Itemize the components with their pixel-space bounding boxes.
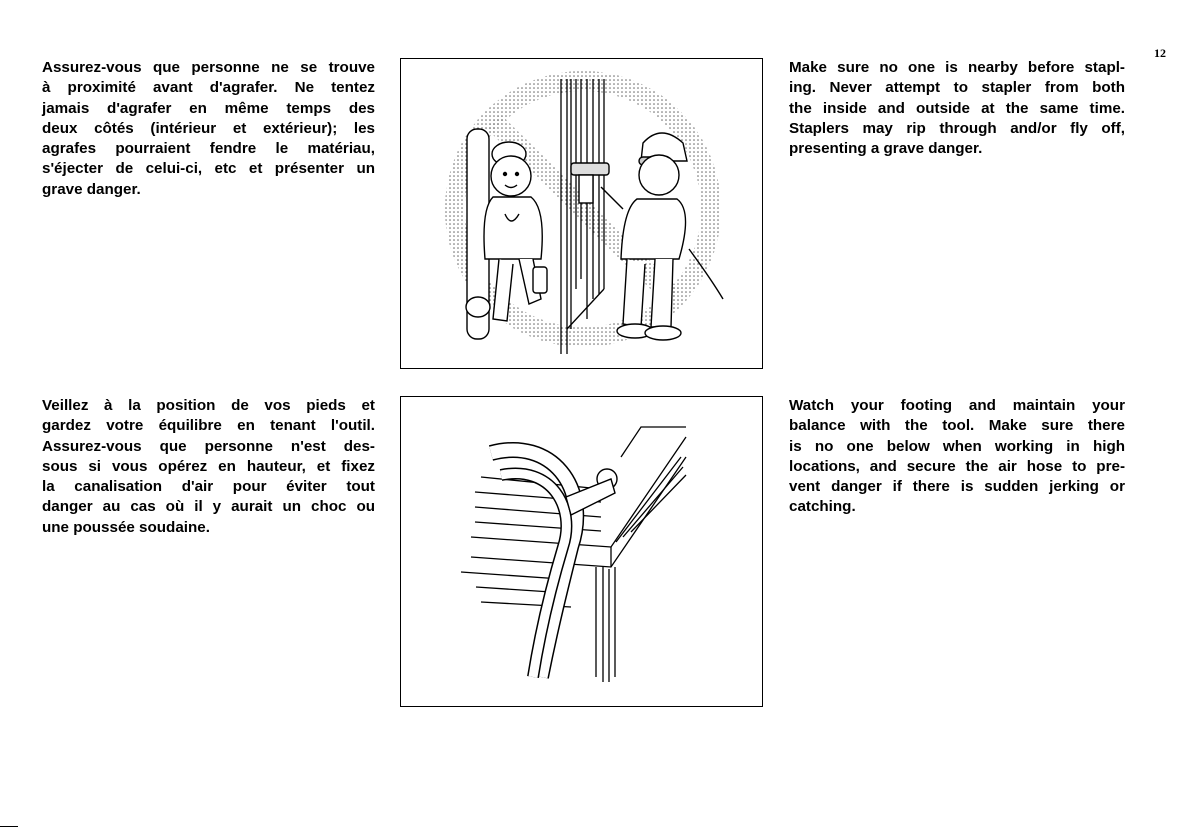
text-line: danger au cas où il y aurait un choc ou <box>42 498 375 516</box>
text-line: presenting a grave danger. <box>789 140 983 158</box>
french-warning-stapling <box>42 58 375 200</box>
text-line: s'éjecter de celui-ci, etc et présenter un <box>42 160 375 178</box>
text-line: Assurez-vous que personne n'est des- <box>42 437 375 455</box>
text-line: Staplers may rip through and/or fly off, <box>789 119 1125 137</box>
text-line: Veillez à la position de vos pieds et <box>42 397 375 414</box>
text-line: Make sure no one is nearby before stapl- <box>789 59 1125 76</box>
text-line: à proximité avant d'agrafer. Ne tentez <box>42 79 375 97</box>
text-line: la canalisation d'air pour éviter tout <box>42 478 375 496</box>
text-line: vent danger if there is sudden jerking or <box>789 478 1125 496</box>
text-line: Watch your footing and maintain your <box>789 397 1125 414</box>
text-line: une poussée soudaine. <box>42 518 210 536</box>
prohibited-stapling-both-sides-illustration <box>400 58 763 369</box>
text-line: jamais d'agrafer en même temps des <box>42 99 375 117</box>
air-hose-secured-to-beam-illustration <box>400 396 763 707</box>
text-line: gardez votre équilibre en tenant l'outil. <box>42 417 375 435</box>
french-warning-footing <box>42 396 375 538</box>
text-line: grave danger. <box>42 180 141 198</box>
text-line: balance with the tool. Make sure there <box>789 417 1125 435</box>
english-warning-stapling <box>789 58 1125 159</box>
air-hose-icon <box>491 450 617 677</box>
page-number: 12 <box>1154 46 1166 60</box>
text-line: is no one below when working in high <box>789 437 1125 455</box>
english-warning-footing <box>789 396 1125 518</box>
hose-beam-scene-svg <box>401 397 762 706</box>
text-line: agrafes pourraient fendre le matériau, <box>42 140 375 158</box>
text-line: locations, and secure the air hose to pre- <box>789 457 1125 475</box>
text-line: sous si vous opérez en hauteur, et fixez <box>42 457 375 475</box>
text-line: Assurez-vous que personne ne se trouve <box>42 59 375 76</box>
edge-mark <box>0 826 18 827</box>
text-line: catching. <box>789 498 856 516</box>
text-line: deux côtés (intérieur et extérieur); les <box>42 119 375 137</box>
no-symbol-scene-svg <box>401 59 762 368</box>
text-line: ing. Never attempt to stapler from both <box>789 79 1125 97</box>
text-line: the inside and outside at the same time. <box>789 99 1125 117</box>
